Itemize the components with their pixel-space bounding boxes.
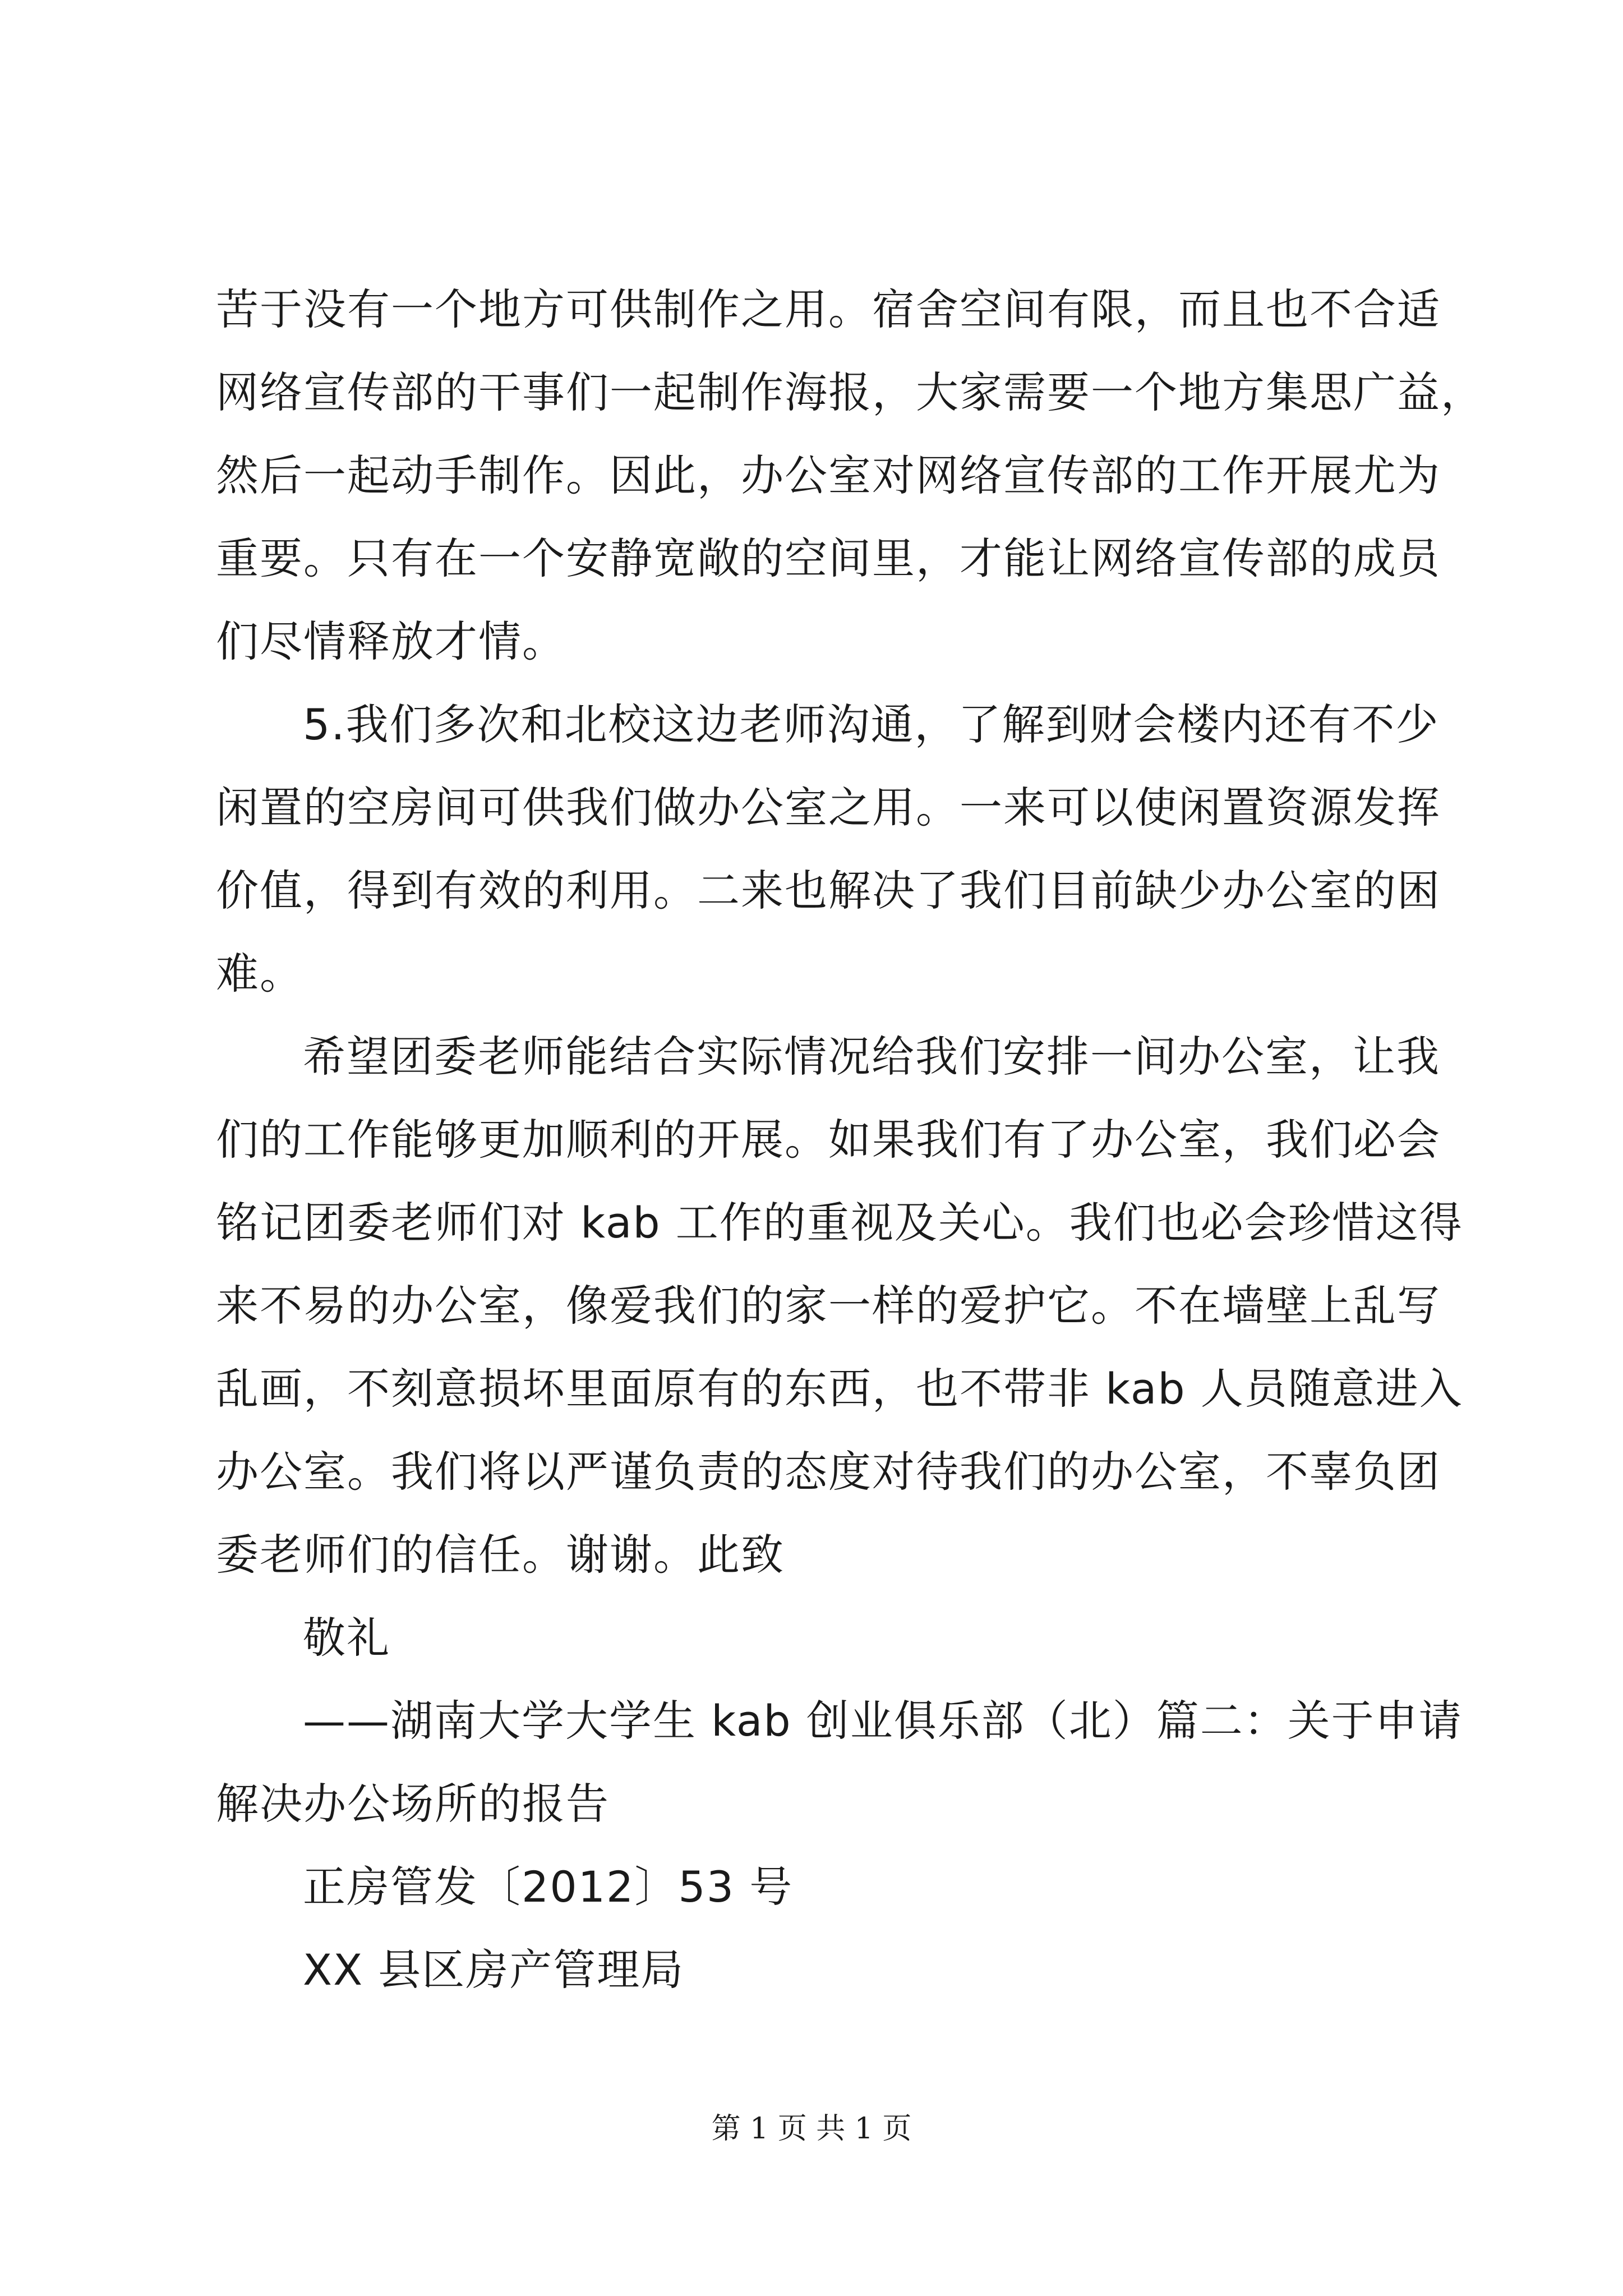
body-line-15: 办公室。我们将以严谨负责的态度对待我们的办公室，不辜负团	[216, 1447, 1441, 1497]
body-line-13: 来不易的办公室，像爱我们的家一样的爱护它。不在墙壁上乱写	[216, 1281, 1441, 1331]
body-line-1: 苦于没有一个地方可供制作之用。宿舍空间有限，而且也不合适	[216, 284, 1441, 334]
salutation: 敬礼	[303, 1613, 390, 1663]
body-line-16: 委老师们的信任。谢谢。此致	[216, 1530, 785, 1580]
body-line-7: 闲置的空房间可供我们做办公室之用。一来可以使闲置资源发挥	[216, 783, 1441, 832]
body-line-8: 价值，得到有效的利用。二来也解决了我们目前缺少办公室的困	[216, 866, 1441, 915]
body-line-9: 难。	[216, 949, 303, 999]
body-line-4: 重要。只有在一个安静宽敞的空间里，才能让网络宣传部的成员	[216, 533, 1441, 583]
body-line-14: 乱画，不刻意损坏里面原有的东西，也不带非 kab 人员随意进入	[216, 1364, 1463, 1414]
document-number: 正房管发〔2012〕53 号	[303, 1862, 794, 1912]
page-footer: 第 1 页 共 1 页	[711, 2112, 912, 2146]
body-line-2: 网络宣传部的干事们一起制作海报，大家需要一个地方集思广益，	[216, 367, 1484, 417]
body-line-11: 们的工作能够更加顺利的开展。如果我们有了办公室，我们必会	[216, 1115, 1441, 1165]
body-line-12: 铭记团委老师们对 kab 工作的重视及关心。我们也必会珍惜这得	[216, 1198, 1463, 1248]
body-line-5: 们尽情释放才情。	[216, 616, 566, 666]
paragraph-hope-first-line: 希望团委老师能结合实际情况给我们安排一间办公室，让我	[303, 1032, 1440, 1082]
signature-line: ——湖南大学大学生 kab 创业俱乐部（北）篇二：关于申请	[303, 1696, 1463, 1746]
report-title-continuation: 解决办公场所的报告	[216, 1779, 610, 1829]
paragraph-5-first-line: 5.我们多次和北校这边老师沟通，了解到财会楼内还有不少	[303, 700, 1440, 749]
issuing-authority: XX 县区房产管理局	[303, 1945, 685, 1995]
body-line-3: 然后一起动手制作。因此，办公室对网络宣传部的工作开展尤为	[216, 450, 1441, 500]
